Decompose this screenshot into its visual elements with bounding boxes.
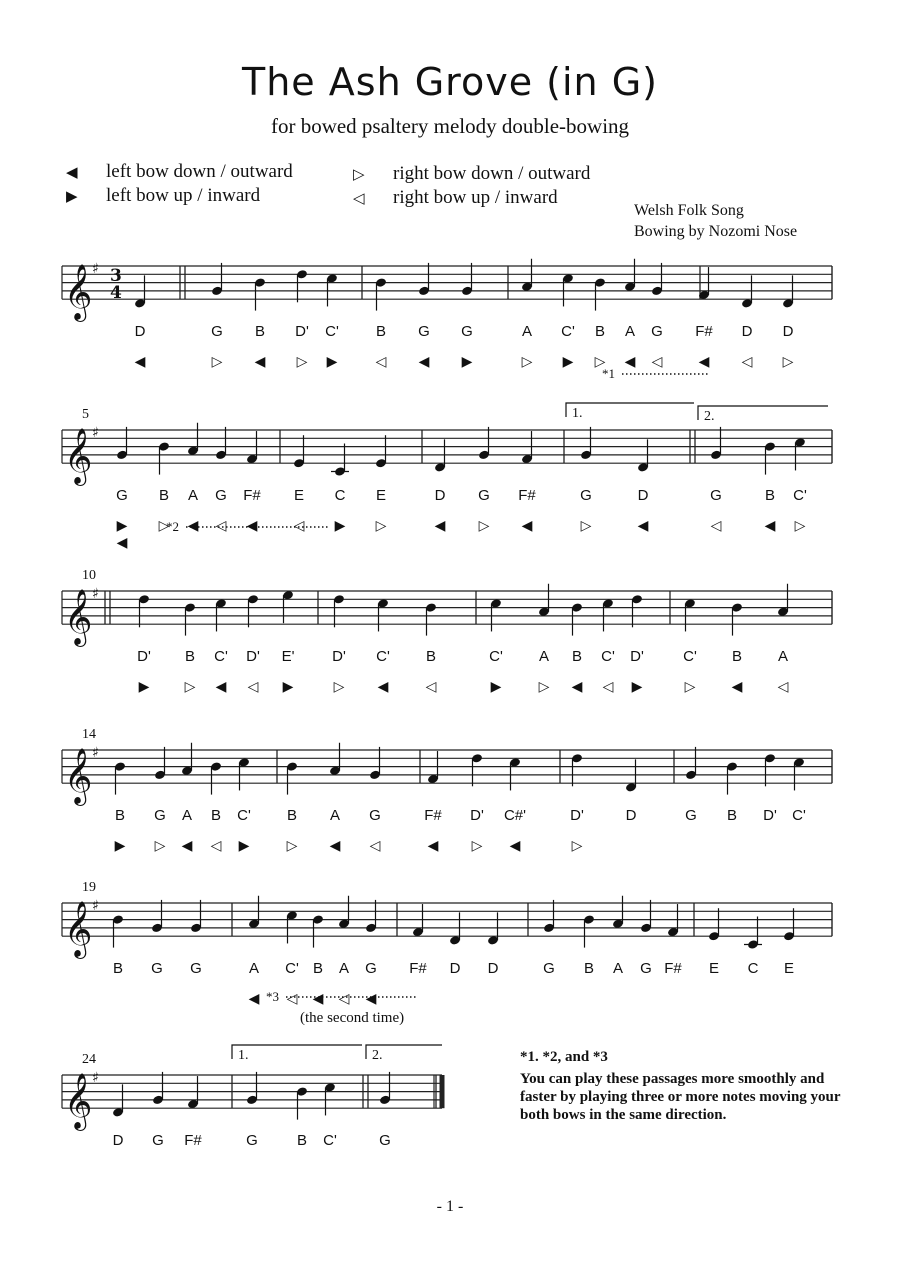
note-name: D	[434, 487, 446, 504]
note-name: D	[782, 323, 794, 340]
note-name: D'	[246, 648, 260, 665]
bowing-mark: ◁	[369, 838, 381, 854]
bowing-mark: ◀	[418, 354, 430, 370]
note-name: B	[312, 960, 324, 977]
treble-clef-icon: 𝄞	[64, 264, 93, 321]
bowing-mark: ◀	[181, 838, 193, 854]
volta-bracket	[698, 406, 828, 420]
note-name: B	[158, 487, 170, 504]
bowing-mark: ▷	[296, 354, 308, 370]
note-name: G	[116, 487, 128, 504]
note-name: A	[612, 960, 624, 977]
note-name: A	[338, 960, 350, 977]
treble-clef-icon: 𝄞	[64, 901, 93, 958]
bowing-mark: ◀	[637, 518, 649, 534]
note-name: C'	[323, 1132, 337, 1149]
legend-label: right bow up / inward	[393, 187, 558, 208]
legend-label: right bow down / outward	[393, 163, 591, 184]
note-name: G	[211, 323, 223, 340]
note-name: E	[293, 487, 305, 504]
note-name: B	[114, 807, 126, 824]
note-name: D	[449, 960, 461, 977]
legend-label: left bow down / outward	[106, 161, 293, 182]
note-name: B	[425, 648, 437, 665]
note-name: C'	[792, 807, 806, 824]
measure-number: 10	[82, 568, 96, 583]
note-name: A	[624, 323, 636, 340]
bowing-mark: ▷	[333, 679, 345, 695]
note-name: G	[543, 960, 555, 977]
note-name: B	[112, 960, 124, 977]
measure-number: 5	[82, 407, 89, 422]
volta-label: 1.	[238, 1048, 249, 1063]
bowing-mark: ◁	[293, 518, 305, 534]
note-name: F#	[664, 960, 682, 977]
note-name: E	[708, 960, 720, 977]
note-name: B	[296, 1132, 308, 1149]
note-name: C'	[561, 323, 575, 340]
bowing-mark: ◀	[571, 679, 583, 695]
bowing-mark: ◁	[247, 679, 259, 695]
bowing-mark: ▶	[282, 679, 294, 695]
note-name: D	[112, 1132, 124, 1149]
note-name: C'	[489, 648, 503, 665]
note-name: E	[375, 487, 387, 504]
volta-label: 2.	[704, 409, 715, 424]
note-name: D	[637, 487, 649, 504]
note-name: A	[329, 807, 341, 824]
composer-credit: Welsh Folk Song	[634, 202, 744, 219]
bowing-mark: ◀	[215, 679, 227, 695]
note-name: B	[731, 648, 743, 665]
note-name: C	[747, 960, 759, 977]
note-name: C'	[285, 960, 299, 977]
page-title: The Ash Grove (in G)	[242, 60, 658, 104]
bowing-mark: ◁	[651, 354, 663, 370]
note-name: D	[741, 323, 753, 340]
bowing-credit: Bowing by Nozomi Nose	[634, 223, 798, 240]
note-name: G	[151, 960, 163, 977]
footnote-text: You can play these passages more smoothly and faster by playing three or more notes moving your both bows in the same direction.	[520, 1071, 841, 1123]
note-name: B	[571, 648, 583, 665]
note-name: G	[478, 487, 490, 504]
note-name: D'	[470, 807, 484, 824]
bowing-mark: ◁	[215, 518, 227, 534]
second-time-note: (the second time)	[300, 1010, 405, 1026]
note-name: B	[254, 323, 266, 340]
note-name: G	[580, 487, 592, 504]
bowing-mark: ◀	[698, 354, 710, 370]
measure-number: 24	[82, 1052, 96, 1067]
hollow-triangle-right-icon: ▷	[353, 165, 365, 183]
bowing-mark: ◁	[741, 354, 753, 370]
note-name: G	[461, 323, 473, 340]
bowing-mark: ◁	[286, 991, 298, 1007]
note-name: D'	[570, 807, 584, 824]
note-name: D'	[137, 648, 151, 665]
bowing-mark: ▷	[594, 354, 606, 370]
bowing-mark: ▷	[521, 354, 533, 370]
bowing-mark: ◀	[134, 354, 146, 370]
bowing-mark: ◀	[509, 838, 521, 854]
volta-bracket	[566, 403, 694, 417]
note-name: C#'	[503, 807, 527, 824]
bowing-mark: ▷	[580, 518, 592, 534]
note-name: G	[246, 1132, 258, 1149]
note-name: B	[764, 487, 776, 504]
hollow-triangle-left-icon: ◁	[353, 189, 365, 207]
bowing-mark: ▶	[138, 679, 150, 695]
bowing-mark: ◀	[731, 679, 743, 695]
bowing-mark: ◀	[329, 838, 341, 854]
time-signature-bottom: 4	[110, 283, 122, 303]
note-name: G	[379, 1132, 391, 1149]
bowing-mark: ◀	[116, 535, 128, 551]
bowing-mark: ◁	[602, 679, 614, 695]
treble-clef-icon: 𝄞	[64, 428, 93, 485]
note-name: A	[521, 323, 533, 340]
note-name: A	[181, 807, 193, 824]
volta-label: 2.	[372, 1048, 383, 1063]
page-number: - 1 -	[436, 1198, 464, 1215]
note-name: G	[685, 807, 697, 824]
note-name: D'	[332, 648, 346, 665]
note-name: G	[640, 960, 652, 977]
group-marker: *2	[166, 519, 179, 534]
note-name: F#	[518, 487, 536, 504]
note-name: D	[134, 323, 146, 340]
bowing-mark: ▶	[238, 838, 250, 854]
treble-clef-icon: 𝄞	[64, 748, 93, 805]
note-name: G	[154, 807, 166, 824]
bowing-mark: ◀	[187, 518, 199, 534]
group-marker: *3	[266, 989, 279, 1004]
sharp-icon: ♯	[92, 1070, 99, 1086]
bowing-mark: ▶	[114, 838, 126, 854]
note-name: F#	[424, 807, 442, 824]
note-name: G	[710, 487, 722, 504]
note-name: E'	[281, 648, 295, 665]
note-name: D'	[295, 323, 309, 340]
bowing-mark: ◁	[777, 679, 789, 695]
footnote-heading: *1. *2, and *3	[520, 1049, 608, 1065]
bowing-mark: ▶	[461, 354, 473, 370]
note-name: E	[783, 960, 795, 977]
note-name: G	[369, 807, 381, 824]
volta-label: 1.	[572, 406, 583, 421]
filled-triangle-left-icon: ◀	[66, 163, 78, 181]
bowing-mark: ◁	[425, 679, 437, 695]
note-name: C'	[683, 648, 697, 665]
treble-clef-icon: 𝄞	[64, 589, 93, 646]
note-name: G	[365, 960, 377, 977]
note-name: G	[190, 960, 202, 977]
bowing-mark: ▷	[211, 354, 223, 370]
bowing-mark: ◁	[338, 991, 350, 1007]
note-name: B	[375, 323, 387, 340]
note-name: C'	[376, 648, 390, 665]
bowing-mark: ▷	[158, 518, 170, 534]
note-name: B	[583, 960, 595, 977]
note-name: A	[187, 487, 199, 504]
note-name: A	[248, 960, 260, 977]
measure-number: 19	[82, 880, 96, 895]
note-name: F#	[409, 960, 427, 977]
bowing-mark: ▷	[478, 518, 490, 534]
note-name: D'	[763, 807, 777, 824]
bowing-mark: ▷	[286, 838, 298, 854]
bowing-mark: ▷	[375, 518, 387, 534]
note-name: D	[487, 960, 499, 977]
group-marker: *1	[602, 366, 615, 381]
bowing-mark: ▶	[334, 518, 346, 534]
sharp-icon: ♯	[92, 261, 99, 277]
note-name: C'	[237, 807, 251, 824]
bowing-mark: ◀	[764, 518, 776, 534]
bowing-mark: ◀	[365, 991, 377, 1007]
footnote	[520, 1048, 850, 1124]
note-name: G	[651, 323, 663, 340]
bowing-mark: ▷	[571, 838, 583, 854]
note-name: F#	[184, 1132, 202, 1149]
bowing-mark: ▷	[794, 518, 806, 534]
note-name: B	[184, 648, 196, 665]
sharp-icon: ♯	[92, 898, 99, 914]
bowing-mark: ▷	[684, 679, 696, 695]
volta-bracket	[232, 1045, 362, 1059]
filled-triangle-right-icon: ▶	[66, 187, 78, 205]
bowing-mark: ▶	[116, 518, 128, 534]
bowing-mark: ◀	[254, 354, 266, 370]
bowing-mark: ◀	[624, 354, 636, 370]
note-name: G	[152, 1132, 164, 1149]
bowing-mark: ▶	[562, 354, 574, 370]
treble-clef-icon: 𝄞	[64, 1073, 93, 1130]
note-name: C	[334, 487, 346, 504]
note-name: C'	[214, 648, 228, 665]
note-name: F#	[695, 323, 713, 340]
bowing-mark: ▶	[326, 354, 338, 370]
bowing-mark: ◀	[521, 518, 533, 534]
note-name: C'	[601, 648, 615, 665]
bowing-mark: ▷	[471, 838, 483, 854]
note-name: D'	[630, 648, 644, 665]
bowing-mark: ◀	[248, 991, 260, 1007]
note-name: G	[215, 487, 227, 504]
bowing-mark: ◀	[434, 518, 446, 534]
note-name: G	[418, 323, 430, 340]
measure-number: 14	[82, 727, 96, 742]
page-subtitle: for bowed psaltery melody double-bowing	[270, 114, 630, 138]
bowing-mark: ▶	[490, 679, 502, 695]
bowing-mark: ◀	[312, 991, 324, 1007]
bowing-mark: ▷	[782, 354, 794, 370]
legend-label: left bow up / inward	[106, 185, 261, 206]
note-name: B	[210, 807, 222, 824]
bowing-mark: ◁	[210, 838, 222, 854]
sharp-icon: ♯	[92, 586, 99, 602]
bowing-mark: ▷	[154, 838, 166, 854]
note-name: A	[538, 648, 550, 665]
bowing-mark: ▶	[631, 679, 643, 695]
bowing-mark: ◀	[427, 838, 439, 854]
note-name: D	[625, 807, 637, 824]
note-name: B	[726, 807, 738, 824]
note-name: B	[286, 807, 298, 824]
note-name: B	[594, 323, 606, 340]
bowing-mark: ◁	[710, 518, 722, 534]
bowing-mark: ▷	[184, 679, 196, 695]
bowing-mark: ◁	[375, 354, 387, 370]
sharp-icon: ♯	[92, 425, 99, 441]
bowing-mark: ◀	[377, 679, 389, 695]
sharp-icon: ♯	[92, 745, 99, 761]
note-name: A	[777, 648, 789, 665]
time-signature-top: 3	[110, 266, 122, 286]
note-name: C'	[325, 323, 339, 340]
bowing-mark: ▷	[538, 679, 550, 695]
bowing-mark: ◀	[246, 518, 258, 534]
note-name: C'	[793, 487, 807, 504]
note-name: F#	[243, 487, 261, 504]
